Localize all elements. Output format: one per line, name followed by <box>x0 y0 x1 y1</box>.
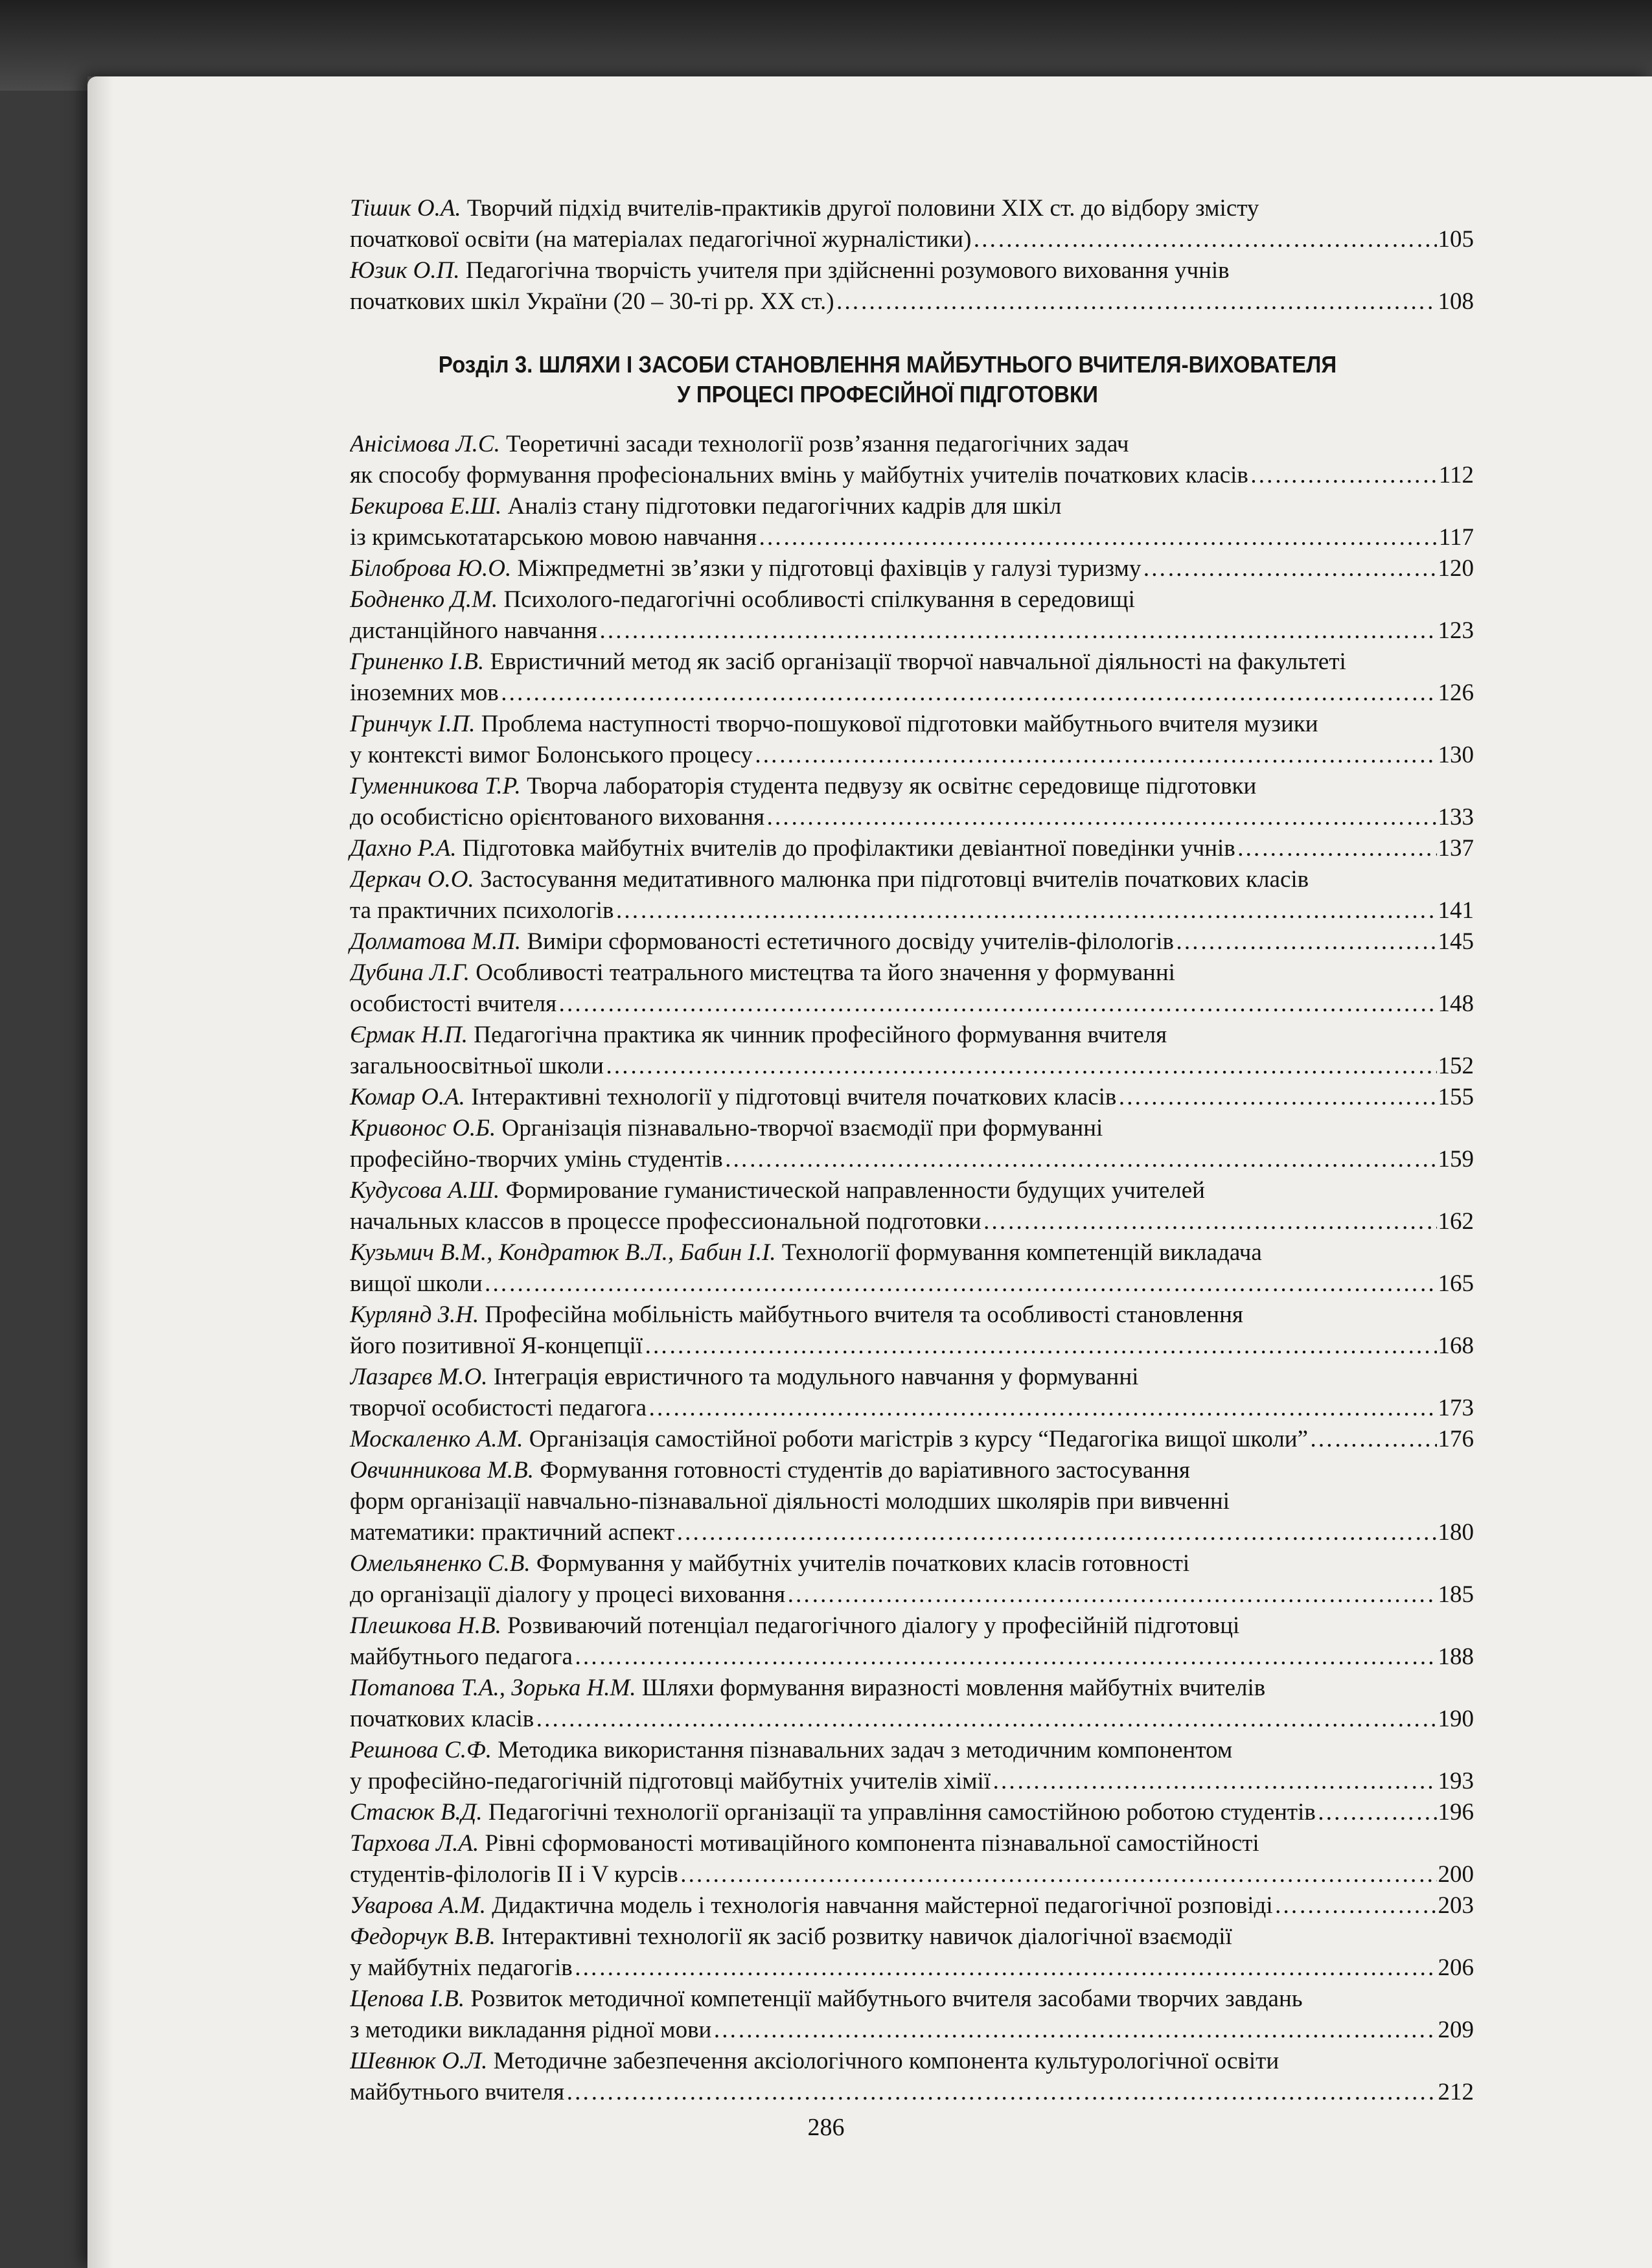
toc-entry <box>350 429 1474 491</box>
toc-entry <box>350 1113 1474 1175</box>
toc-entry-page: 155 <box>1438 1084 1474 1110</box>
toc-entry-author: Гриненко І.В. <box>350 648 485 675</box>
toc-leader-dots <box>605 1051 1437 1082</box>
table-of-contents <box>350 193 1474 2108</box>
toc-entry-title-line: початкових класів <box>350 1706 534 1732</box>
toc-entry <box>350 1237 1474 1300</box>
toc-entry-author: Кривонос О.Б. <box>350 1115 496 1141</box>
toc-entry-page: 206 <box>1438 1954 1474 1981</box>
toc-entry <box>350 1362 1474 1424</box>
toc-entry-title-line: з методики викладання рідної мови <box>350 2017 712 2043</box>
toc-entry-title-line: майбутнього педагога <box>350 1644 573 1670</box>
toc-entry-title-line: Формування у майбутніх учителів початкових класів готовності <box>536 1550 1190 1577</box>
toc-entry-page: 212 <box>1438 2079 1474 2105</box>
toc-entry-title-line: із кримськотатарською мовою навчання <box>350 524 757 551</box>
toc-entry-author: Дахно Р.А. <box>350 835 457 862</box>
toc-entry-author: Потапова Т.А., Зорька Н.М. <box>350 1675 636 1701</box>
toc-entry <box>350 864 1474 926</box>
toc-entry-title-line: начальных классов в процессе профессиональной подготовки <box>350 1208 981 1235</box>
toc-entry-page: 137 <box>1438 835 1474 862</box>
toc-entry-page: 203 <box>1438 1892 1474 1919</box>
toc-entry-title-line: у майбутніх педагогів <box>350 1954 573 1981</box>
toc-leader-dots <box>574 1953 1437 1984</box>
toc-leader-dots <box>535 1704 1436 1735</box>
toc-entry-title-line: до особистісно орієнтованого виховання <box>350 804 765 830</box>
toc-entry-title-line: майбутнього вчителя <box>350 2079 565 2105</box>
toc-entry-title: Педагогічні технології організації та управління самостійною роботою студентів <box>488 1799 1316 1826</box>
toc-entry <box>350 926 1474 957</box>
toc-entry-title-line: його позитивної Я-концепції <box>350 1333 643 1359</box>
toc-entry-author: Решнова С.Ф. <box>350 1737 492 1763</box>
toc-entry-author: Стасюк В.Д. <box>350 1799 483 1826</box>
toc-entry-title-line: у професійно-педагогічній підготовці майбутніх учителів хімії <box>350 1768 991 1794</box>
toc-entry <box>350 647 1474 709</box>
toc-entry-title-line: Формирование гуманистической направленности будущих учителей <box>505 1177 1205 1204</box>
toc-entry <box>350 2046 1474 2108</box>
toc-entry-page: 126 <box>1438 680 1474 706</box>
toc-entry-author: Дубина Л.Г. <box>350 959 470 986</box>
toc-entry-title-line: та практичних психологів <box>350 897 614 924</box>
toc-entry-page: 185 <box>1438 1581 1474 1608</box>
toc-entry-author: Деркач О.О. <box>350 866 474 893</box>
toc-entry-page: 190 <box>1438 1706 1474 1732</box>
toc-entry-title-line: Технології формування компетенцій викладача <box>781 1239 1262 1266</box>
toc-entry-title-line: початкової освіти (на матеріалах педагогічної журналістики) <box>350 226 972 253</box>
toc-leader-dots <box>1175 926 1436 957</box>
toc-leader-dots <box>558 989 1436 1020</box>
toc-entry-page: 180 <box>1438 1519 1474 1546</box>
toc-entry-title-line: творчої особистості педагога <box>350 1395 647 1421</box>
toc-entry-title-line: Розвиток методичної компетенції майбутнього вчителя засобами творчих завдань <box>470 1986 1303 2012</box>
toc-entry-author: Овчинникова М.В. <box>350 1457 534 1483</box>
toc-entry <box>350 1175 1474 1237</box>
toc-leader-dots <box>599 615 1436 647</box>
page-number: 286 <box>807 2114 845 2141</box>
toc-entry-page: 168 <box>1438 1333 1474 1359</box>
toc-entry <box>350 1735 1474 1797</box>
toc-entry-title-line: Евристичний метод як засіб організації творчої навчальної діяльності на факультеті <box>490 648 1346 675</box>
toc-leader-dots <box>836 286 1437 317</box>
toc-entry-title-line: Творчий підхід вчителів-практиків другої половини XIX ст. до відбору змісту <box>466 195 1259 222</box>
toc-leader-dots <box>1309 1424 1436 1455</box>
toc-entry-author: Бодненко Д.М. <box>350 586 498 613</box>
toc-entry <box>350 255 1474 317</box>
toc-entry-author: Шевнюк О.Л. <box>350 2048 488 2074</box>
toc-entry-page: 159 <box>1438 1146 1474 1173</box>
toc-entry <box>350 553 1474 584</box>
toc-entry-page: 145 <box>1438 928 1474 955</box>
toc-leader-dots <box>983 1206 1437 1237</box>
toc-entry-title-line: іноземних мов <box>350 680 499 706</box>
toc-entry-title-line: вищої школи <box>350 1270 483 1297</box>
toc-entry-title-line: Шляхи формування виразності мовлення майбутніх вчителів <box>641 1675 1266 1701</box>
toc-entry-author: Юзик О.П. <box>350 257 460 284</box>
toc-section-3 <box>350 429 1474 2108</box>
toc-entry <box>350 771 1474 833</box>
toc-entry-page: 133 <box>1438 804 1474 830</box>
page-edge-shadow <box>87 76 113 2268</box>
toc-entry <box>350 1610 1474 1673</box>
section-heading <box>345 350 1430 409</box>
toc-entry-title-line: студентів-філологів II і V курсів <box>350 1861 678 1888</box>
toc-entry-title: Дидактична модель і технологія навчання майстерної педагогічної розповіді <box>492 1892 1273 1919</box>
toc-entry-title-line: Формування готовності студентів до варіативного застосування <box>540 1457 1190 1483</box>
toc-entry-title-line: Професійна мобільність майбутнього вчителя та особливості становлення <box>485 1301 1243 1328</box>
toc-entry-page: 130 <box>1438 742 1474 768</box>
toc-entry-author: Кузьмич В.М., Кондратюк В.Л., Бабин І.І. <box>350 1239 776 1266</box>
toc-leader-dots <box>615 895 1436 926</box>
toc-entry-title-line: особистості вчителя <box>350 991 557 1017</box>
toc-entry-title-line: у контексті вимог Болонського процесу <box>350 742 753 768</box>
toc-entry-author: Лазарєв М.О. <box>350 1364 488 1390</box>
toc-entry <box>350 957 1474 1020</box>
toc-entry <box>350 584 1474 647</box>
toc-leader-dots <box>766 802 1436 833</box>
toc-entry-title-line: Аналіз стану підготовки педагогічних кадрів для шкіл <box>507 493 1062 520</box>
toc-entry-author: Москаленко А.М. <box>350 1426 523 1452</box>
toc-entry-page: 176 <box>1438 1426 1474 1452</box>
toc-entry-page: 117 <box>1438 524 1474 551</box>
toc-entry-page: 148 <box>1438 991 1474 1017</box>
toc-entry-author: Гринчук І.П. <box>350 711 476 737</box>
toc-entry-author: Білоброва Ю.О. <box>350 555 512 582</box>
toc-leader-dots <box>786 1579 1436 1610</box>
toc-entry <box>350 1300 1474 1362</box>
toc-entry-title-line: Педагогічна практика як чинник професійного формування вчителя <box>474 1022 1167 1048</box>
toc-entry-page: 200 <box>1438 1861 1474 1888</box>
toc-entry-author: Бекирова Е.Ш. <box>350 493 502 520</box>
toc-entry-author: Тархова Л.А. <box>350 1830 479 1857</box>
toc-entry <box>350 1984 1474 2046</box>
toc-leader-dots <box>644 1331 1436 1362</box>
toc-entry-title-line: Педагогічна творчість учителя при здійсненні розумового виховання учнів <box>465 257 1230 284</box>
toc-entry <box>350 1082 1474 1113</box>
toc-leader-dots <box>1237 833 1437 864</box>
section-heading-line-1: Розділ 3. ШЛЯХИ І ЗАСОБИ СТАНОВЛЕННЯ МАЙБУТНЬОГО ВЧИТЕЛЯ-ВИХОВАТЕЛЯ <box>438 351 1337 378</box>
toc-entry-title-line: Особливості театрального мистецтва та його значення у формуванні <box>476 959 1175 986</box>
section-heading-line-2: У ПРОЦЕСІ ПРОФЕСІЙНОЇ ПІДГОТОВКИ <box>677 381 1098 407</box>
toc-leader-dots <box>574 1642 1437 1673</box>
toc-leader-dots <box>500 678 1437 709</box>
toc-entry <box>350 1424 1474 1455</box>
toc-entry-title-line: професійно-творчих умінь студентів <box>350 1146 723 1173</box>
toc-leader-dots <box>754 740 1437 771</box>
toc-entry-page: 173 <box>1438 1395 1474 1421</box>
toc-entry-title-line: Творча лабораторія студента педвузу як освітнє середовище підготовки <box>527 773 1257 799</box>
toc-entry-page: 188 <box>1438 1644 1474 1670</box>
toc-entry-title-line: Рівні сформованості мотиваційного компонента пізнавальної самостійності <box>485 1830 1259 1857</box>
toc-leader-dots <box>1250 460 1438 491</box>
toc-entry-title: Організація самостійної роботи магістрів з курсу “Педагогіка вищої школи” <box>529 1426 1309 1452</box>
toc-entry-page: 112 <box>1438 462 1474 488</box>
toc-leader-dots <box>484 1268 1437 1300</box>
toc-entry-title-line: Методичне забезпечення аксіологічного компонента культурологічної освіти <box>493 2048 1279 2074</box>
toc-leader-dots <box>1317 1797 1437 1828</box>
toc-entry-author: Цепова І.В. <box>350 1986 465 2012</box>
toc-entry-title-line: до організації діалогу у процесі виховання <box>350 1581 786 1608</box>
toc-entry <box>350 709 1474 771</box>
toc-leader-dots <box>566 2077 1436 2108</box>
toc-entry <box>350 1797 1474 1828</box>
toc-entry <box>350 1548 1474 1610</box>
toc-entry-title-line: Психолого-педагогічні особливості спілкування в середовищі <box>503 586 1135 613</box>
toc-leader-dots <box>676 1517 1436 1548</box>
toc-entry-title: Виміри сформованості естетичного досвіду учителів-філологів <box>527 928 1175 955</box>
toc-entry-title: Підготовка майбутніх вчителів до профілактики девіантної поведінки учнів <box>462 835 1235 862</box>
toc-entry-title-line: Застосування медитативного малюнка при підготовці вчителів початкових класів <box>479 866 1309 893</box>
toc-entry <box>350 833 1474 864</box>
toc-entry-page: 141 <box>1438 897 1474 924</box>
toc-entry-page: 152 <box>1438 1053 1474 1079</box>
toc-entry-title-line: Інтеграція евристичного та модульного навчання у формуванні <box>493 1364 1139 1390</box>
toc-entry-title-line: загальноосвітньої школи <box>350 1053 604 1079</box>
toc-entry <box>350 1921 1474 1984</box>
toc-entry-author: Тішик О.А. <box>350 195 461 222</box>
toc-entry-author: Комар О.А. <box>350 1084 465 1110</box>
toc-leader-dots <box>992 1766 1436 1797</box>
toc-entry-title: Міжпредметні зв’язки у підготовці фахівців у галузі туризму <box>517 555 1141 582</box>
toc-entry-page: 162 <box>1438 1208 1474 1235</box>
toc-entry-title-line: дистанційного навчання <box>350 617 598 644</box>
toc-entry-page: 108 <box>1438 288 1474 315</box>
toc-entry-title-line: початкових шкіл України (20 – 30-ті рр. XX ст.) <box>350 288 834 315</box>
toc-leader-dots <box>1142 553 1436 584</box>
toc-leader-dots <box>972 224 1436 255</box>
toc-entry-author: Федорчук В.В. <box>350 1923 496 1950</box>
toc-entry-author: Долматова М.П. <box>350 928 522 955</box>
toc-entry <box>350 193 1474 255</box>
toc-entry-title-line: математики: практичний аспект <box>350 1519 675 1546</box>
toc-entry-page: 209 <box>1438 2017 1474 2043</box>
toc-leader-dots <box>713 2015 1436 2046</box>
toc-entry <box>350 491 1474 553</box>
toc-entry-title-line: Організація пізнавально-творчої взаємодії при формуванні <box>501 1115 1103 1141</box>
toc-section-previous <box>350 193 1474 317</box>
toc-entry-page: 105 <box>1438 226 1474 253</box>
toc-entry-author: Омельяненко С.В. <box>350 1550 531 1577</box>
toc-entry-page: 196 <box>1438 1799 1474 1826</box>
toc-entry-page: 193 <box>1438 1768 1474 1794</box>
toc-entry-author: Єрмак Н.П. <box>350 1022 468 1048</box>
toc-entry <box>350 1020 1474 1082</box>
toc-leader-dots <box>758 522 1438 553</box>
toc-entry-title-line: Інтерактивні технології як засіб розвитку навичок діалогічної взаємодії <box>501 1923 1232 1950</box>
toc-entry-title-line: Методика використання пізнавальних задач з методичним компонентом <box>498 1737 1233 1763</box>
toc-leader-dots <box>648 1393 1436 1424</box>
toc-entry-author: Анісімова Л.С. <box>350 431 500 457</box>
toc-leader-dots <box>1274 1890 1437 1921</box>
toc-entry-page: 165 <box>1438 1270 1474 1297</box>
toc-entry-title-line: Теоретичні засади технології розв’язання педагогічних задач <box>506 431 1129 457</box>
toc-entry-author: Курлянд З.Н. <box>350 1301 479 1328</box>
toc-entry-author: Кудусова А.Ш. <box>350 1177 500 1204</box>
toc-entry-page: 123 <box>1438 617 1474 644</box>
toc-leader-dots <box>724 1144 1437 1175</box>
toc-entry-title-line: Розвиваючий потенціал педагогічного діалогу у професійній підготовці <box>507 1612 1240 1639</box>
toc-entry-title-line: як способу формування професіональних вмінь у майбутніх учителів початкових класів <box>350 462 1248 488</box>
toc-entry-page: 120 <box>1438 555 1474 582</box>
toc-leader-dots <box>1118 1082 1436 1113</box>
toc-entry-author: Плешкова Н.В. <box>350 1612 501 1639</box>
toc-entry <box>350 1890 1474 1921</box>
toc-entry-title-line: Проблема наступності творчо-пошукової підготовки майбутнього вчителя музики <box>481 711 1318 737</box>
toc-leader-dots <box>680 1859 1437 1890</box>
toc-entry-title-line: форм організації навчально-пізнавальної діяльності молодших школярів при вивченні <box>350 1488 1230 1515</box>
toc-entry <box>350 1455 1474 1548</box>
toc-entry <box>350 1828 1474 1890</box>
toc-entry <box>350 1673 1474 1735</box>
toc-entry-author: Гуменникова Т.Р. <box>350 773 521 799</box>
toc-entry-author: Уварова А.М. <box>350 1892 486 1919</box>
toc-entry-title: Інтерактивні технології у підготовці вчителя початкових класів <box>471 1084 1117 1110</box>
